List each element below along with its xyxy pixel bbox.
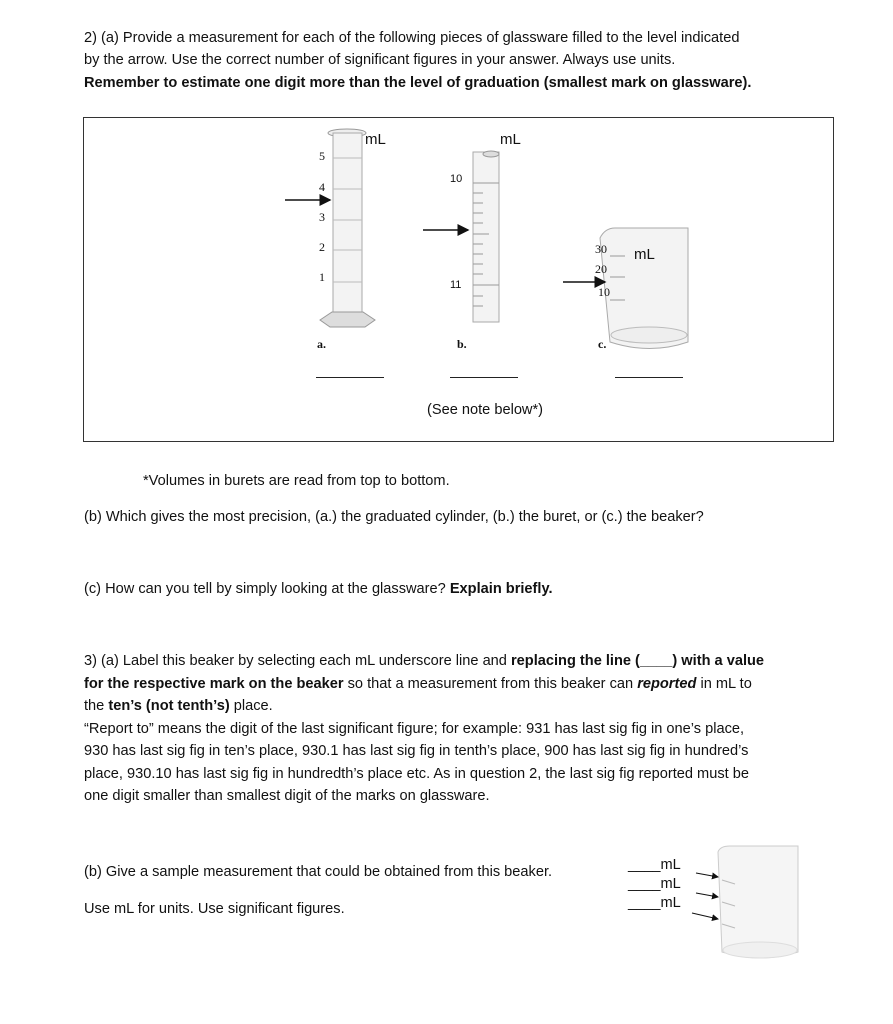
- sample-beaker: [690, 840, 810, 970]
- q3-units-note: Use mL for units. Use significant figures.: [84, 901, 345, 917]
- q3-a-bold: replacing the line (____) with a value: [510, 653, 765, 669]
- q2-part-b: (b) Which gives the most precision, (a.) the graduated cylinder, (b.) the buret, or (c.) the beaker?: [84, 509, 704, 525]
- buret-mark: 10: [450, 173, 463, 185]
- q2-part-c-text: (c) How can you tell by simply looking at the glassware?: [84, 581, 450, 597]
- buret-note: *Volumes in burets are read from top to bottom.: [143, 473, 450, 489]
- label-c: c.: [598, 337, 607, 351]
- q3-a-text: 3) (a) Label this beaker by selecting each mL underscore line and: [84, 653, 511, 669]
- report-line-3: place, 930.10 has last sig fig in hundredth’s place etc. As in question 2, the last sig fig reported must be: [84, 765, 749, 782]
- buret-unit-label: mL: [500, 131, 521, 148]
- q2-part-c: [84, 578, 553, 601]
- q2-intro-bold: Remember to estimate one digit more than the level of graduation (smallest mark on glassware).: [84, 75, 752, 91]
- q3-a-bold-2: for the respective mark on the beaker: [84, 675, 344, 692]
- cylinder-mark: 3: [319, 210, 325, 224]
- graduated-cylinder: [285, 129, 375, 327]
- beaker-mark: 30: [595, 242, 607, 256]
- buret-mark: 11: [450, 279, 462, 291]
- q3-a-place: place.: [229, 698, 273, 714]
- cylinder-mark: 1: [319, 270, 325, 284]
- beaker-unit-label: mL: [634, 246, 655, 263]
- answer-line-b[interactable]: [450, 377, 518, 378]
- cylinder-mark: 2: [319, 240, 325, 254]
- q2-intro-line-2: by the arrow. Use the correct number of significant figures in your answer. Always use units.: [84, 52, 676, 68]
- q3-a-text-2: so that a measurement from this beaker can: [343, 675, 638, 692]
- label-b: b.: [457, 337, 467, 351]
- beaker-value-input-2[interactable]: ____mL: [628, 876, 681, 892]
- answer-line-a[interactable]: [316, 377, 384, 378]
- answer-line-c[interactable]: [615, 377, 683, 378]
- q3-a-the: the: [84, 698, 109, 714]
- glassware-figure: [280, 120, 700, 360]
- beaker-value-input-1[interactable]: ____mL: [628, 857, 681, 873]
- q3-part-b: (b) Give a sample measurement that could be obtained from this beaker.: [84, 864, 553, 880]
- q3-a-reported: reported: [637, 675, 697, 692]
- beaker-mark: 20: [595, 262, 607, 276]
- q2-part-c-bold: Explain briefly.: [449, 581, 553, 597]
- see-note: (See note below*): [427, 402, 544, 418]
- report-line-2: 930 has last sig fig in ten’s place, 930.1 has last sig fig in tenth’s place, 900 has last sig fig in hundred’s: [84, 743, 749, 759]
- beaker-mark: 10: [598, 285, 610, 299]
- beaker: [563, 228, 688, 349]
- beaker-value-labels: [628, 856, 681, 913]
- beaker-value-input-3[interactable]: ____mL: [628, 895, 681, 911]
- q3-part-a: [84, 650, 844, 808]
- cylinder-unit-label: mL: [365, 131, 386, 148]
- report-line-4: one digit smaller than smallest digit of the marks on glassware.: [84, 788, 490, 804]
- cylinder-mark: 5: [319, 149, 325, 163]
- q3-a-tens: ten’s (not tenth’s): [108, 698, 230, 714]
- label-a: a.: [317, 337, 326, 351]
- q2-intro-line-1: 2) (a) Provide a measurement for each of the following pieces of glassware filled to the level indicated: [84, 30, 740, 46]
- report-line-1: “Report to” means the digit of the last significant figure; for example: 931 has last sig fig in one’s place,: [84, 720, 745, 737]
- cylinder-mark: 4: [319, 180, 325, 194]
- q3-a-text-3: in mL to: [696, 675, 752, 692]
